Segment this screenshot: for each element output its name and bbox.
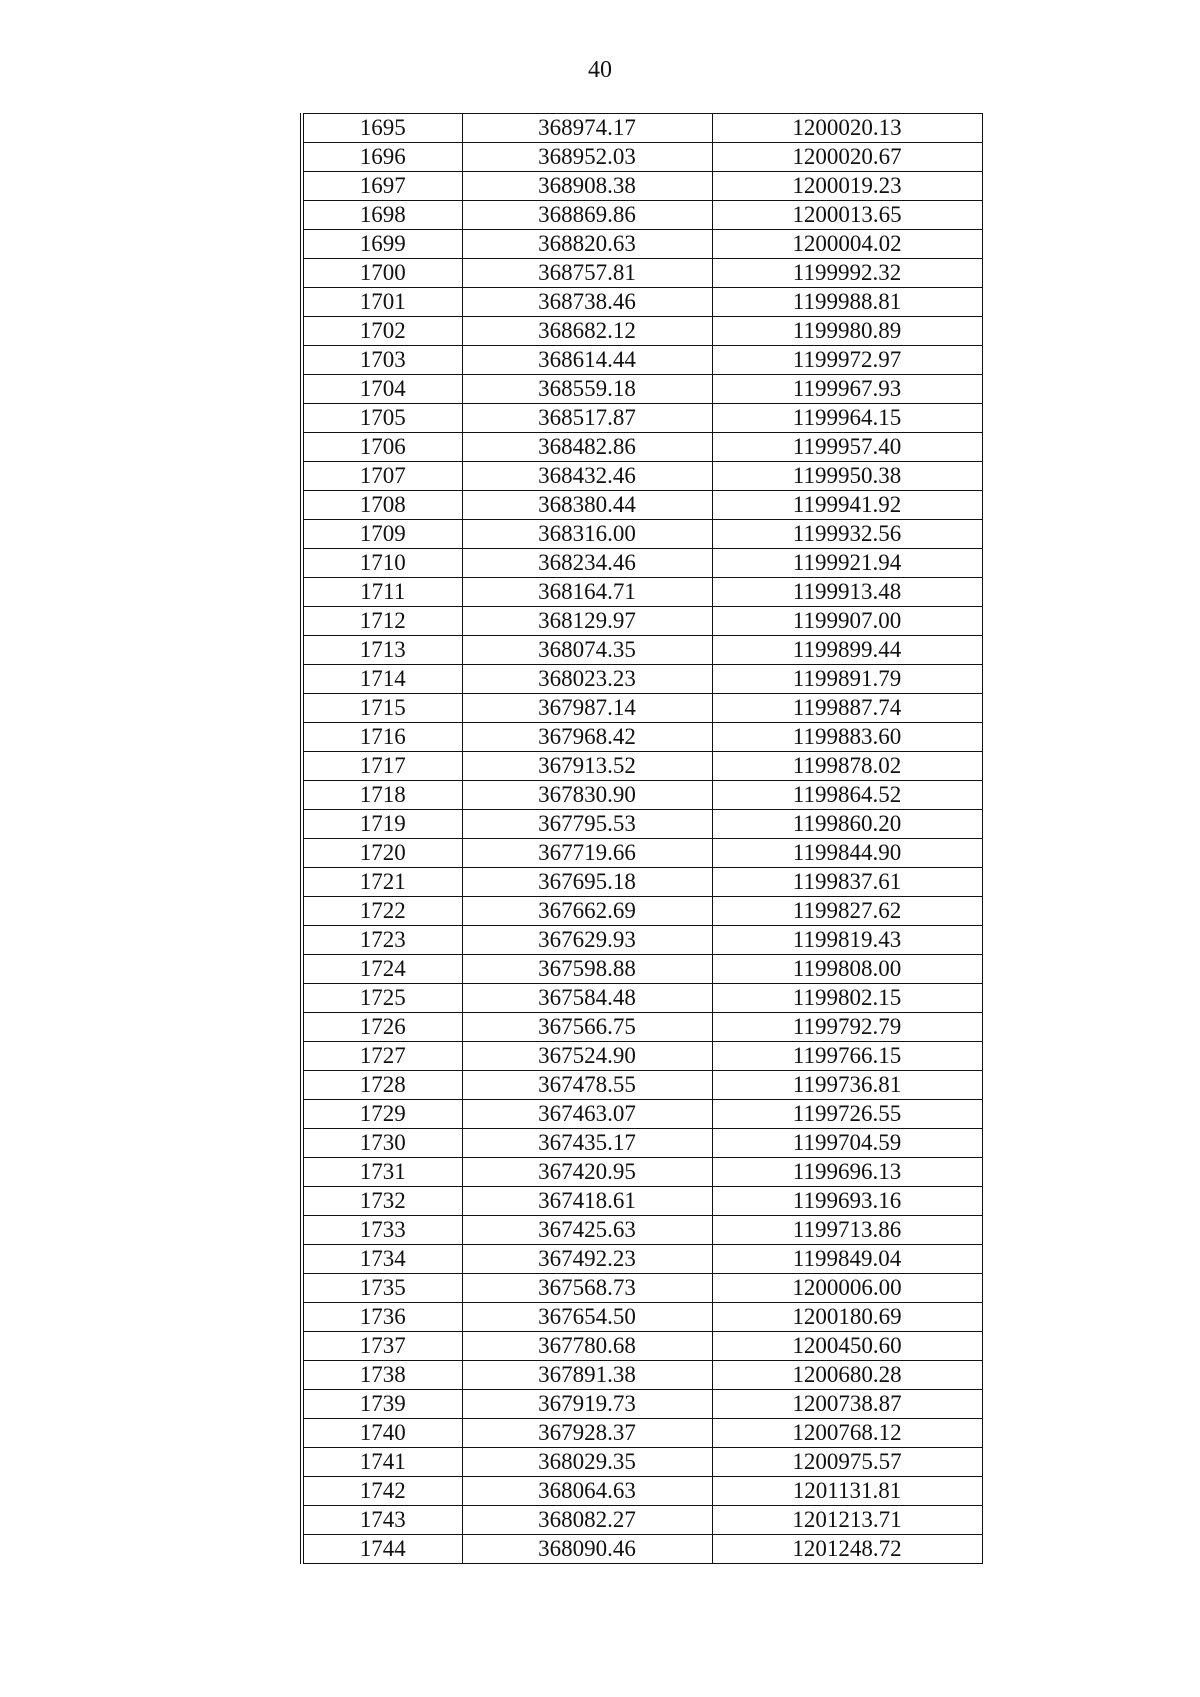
y-coordinate-cell: 1199808.00	[712, 955, 982, 984]
point-number-cell: 1707	[302, 462, 462, 491]
point-number-cell: 1695	[302, 114, 462, 143]
table-row	[302, 520, 982, 549]
point-number-cell: 1736	[302, 1303, 462, 1332]
table-row	[302, 607, 982, 636]
x-coordinate-cell: 367492.23	[462, 1245, 712, 1274]
point-number-cell: 1744	[302, 1535, 462, 1564]
y-coordinate-cell: 1199883.60	[712, 723, 982, 752]
point-number-cell: 1727	[302, 1042, 462, 1071]
y-coordinate-cell: 1200450.60	[712, 1332, 982, 1361]
y-coordinate-cell: 1199972.97	[712, 346, 982, 375]
point-number-cell: 1696	[302, 143, 462, 172]
table-row	[302, 1129, 982, 1158]
table-row	[302, 462, 982, 491]
x-coordinate-cell: 367420.95	[462, 1158, 712, 1187]
point-number-cell: 1726	[302, 1013, 462, 1042]
x-coordinate-cell: 368517.87	[462, 404, 712, 433]
point-number-cell: 1706	[302, 433, 462, 462]
y-coordinate-cell: 1199992.32	[712, 259, 982, 288]
point-number-cell: 1731	[302, 1158, 462, 1187]
point-number-cell: 1703	[302, 346, 462, 375]
y-coordinate-cell: 1199921.94	[712, 549, 982, 578]
x-coordinate-cell: 367463.07	[462, 1100, 712, 1129]
x-coordinate-cell: 367425.63	[462, 1216, 712, 1245]
table-body	[302, 114, 982, 1564]
point-number-cell: 1721	[302, 868, 462, 897]
y-coordinate-cell: 1199964.15	[712, 404, 982, 433]
x-coordinate-cell: 368559.18	[462, 375, 712, 404]
table-row	[302, 723, 982, 752]
point-number-cell: 1737	[302, 1332, 462, 1361]
table-row	[302, 1216, 982, 1245]
table-row	[302, 259, 982, 288]
point-number-cell: 1700	[302, 259, 462, 288]
table-row	[302, 955, 982, 984]
x-coordinate-cell: 367987.14	[462, 694, 712, 723]
y-coordinate-cell: 1200013.65	[712, 201, 982, 230]
y-coordinate-cell: 1200020.13	[712, 114, 982, 143]
table-row	[302, 1158, 982, 1187]
x-coordinate-cell: 367830.90	[462, 781, 712, 810]
point-number-cell: 1741	[302, 1448, 462, 1477]
y-coordinate-cell: 1200975.57	[712, 1448, 982, 1477]
x-coordinate-cell: 367478.55	[462, 1071, 712, 1100]
point-number-cell: 1723	[302, 926, 462, 955]
y-coordinate-cell: 1199941.92	[712, 491, 982, 520]
y-coordinate-cell: 1200006.00	[712, 1274, 982, 1303]
y-coordinate-cell: 1199988.81	[712, 288, 982, 317]
table-row	[302, 1448, 982, 1477]
table-row	[302, 1245, 982, 1274]
point-number-cell: 1711	[302, 578, 462, 607]
x-coordinate-cell: 367524.90	[462, 1042, 712, 1071]
point-number-cell: 1716	[302, 723, 462, 752]
point-number-cell: 1722	[302, 897, 462, 926]
table-row	[302, 868, 982, 897]
y-coordinate-cell: 1199837.61	[712, 868, 982, 897]
y-coordinate-cell: 1200019.23	[712, 172, 982, 201]
x-coordinate-cell: 368820.63	[462, 230, 712, 259]
y-coordinate-cell: 1200004.02	[712, 230, 982, 259]
table-row	[302, 172, 982, 201]
page-number: 40	[588, 57, 612, 83]
table-row	[302, 839, 982, 868]
table-row	[302, 433, 982, 462]
point-number-cell: 1712	[302, 607, 462, 636]
point-number-cell: 1718	[302, 781, 462, 810]
y-coordinate-cell: 1199766.15	[712, 1042, 982, 1071]
x-coordinate-cell: 367928.37	[462, 1419, 712, 1448]
y-coordinate-cell: 1199802.15	[712, 984, 982, 1013]
y-coordinate-cell: 1199967.93	[712, 375, 982, 404]
y-coordinate-cell: 1199849.04	[712, 1245, 982, 1274]
table-row	[302, 1100, 982, 1129]
y-coordinate-cell: 1199696.13	[712, 1158, 982, 1187]
x-coordinate-cell: 368869.86	[462, 201, 712, 230]
table-row	[302, 1013, 982, 1042]
point-number-cell: 1709	[302, 520, 462, 549]
x-coordinate-cell: 368234.46	[462, 549, 712, 578]
x-coordinate-cell: 368064.63	[462, 1477, 712, 1506]
y-coordinate-cell: 1199827.62	[712, 897, 982, 926]
y-coordinate-cell: 1199950.38	[712, 462, 982, 491]
point-number-cell: 1720	[302, 839, 462, 868]
point-number-cell: 1710	[302, 549, 462, 578]
x-coordinate-cell: 367654.50	[462, 1303, 712, 1332]
table-row	[302, 375, 982, 404]
x-coordinate-cell: 368164.71	[462, 578, 712, 607]
x-coordinate-cell: 367919.73	[462, 1390, 712, 1419]
y-coordinate-cell: 1199864.52	[712, 781, 982, 810]
table-row	[302, 1071, 982, 1100]
x-coordinate-cell: 368074.35	[462, 636, 712, 665]
y-coordinate-cell: 1199713.86	[712, 1216, 982, 1245]
y-coordinate-cell: 1200020.67	[712, 143, 982, 172]
coordinate-table	[300, 113, 983, 1564]
y-coordinate-cell: 1199693.16	[712, 1187, 982, 1216]
table-row	[302, 201, 982, 230]
y-coordinate-cell: 1199736.81	[712, 1071, 982, 1100]
x-coordinate-cell: 367913.52	[462, 752, 712, 781]
point-number-cell: 1717	[302, 752, 462, 781]
table-row	[302, 143, 982, 172]
table-row	[302, 1419, 982, 1448]
y-coordinate-cell: 1199913.48	[712, 578, 982, 607]
point-number-cell: 1704	[302, 375, 462, 404]
x-coordinate-cell: 367584.48	[462, 984, 712, 1013]
y-coordinate-cell: 1201213.71	[712, 1506, 982, 1535]
x-coordinate-cell: 367435.17	[462, 1129, 712, 1158]
y-coordinate-cell: 1200180.69	[712, 1303, 982, 1332]
table-row	[302, 114, 982, 143]
x-coordinate-cell: 368090.46	[462, 1535, 712, 1564]
table-row	[302, 1303, 982, 1332]
point-number-cell: 1714	[302, 665, 462, 694]
y-coordinate-cell: 1199899.44	[712, 636, 982, 665]
x-coordinate-cell: 367598.88	[462, 955, 712, 984]
point-number-cell: 1724	[302, 955, 462, 984]
y-coordinate-cell: 1199887.74	[712, 694, 982, 723]
table-row	[302, 810, 982, 839]
x-coordinate-cell: 367719.66	[462, 839, 712, 868]
y-coordinate-cell: 1199891.79	[712, 665, 982, 694]
table-row	[302, 1506, 982, 1535]
point-number-cell: 1734	[302, 1245, 462, 1274]
table-row	[302, 1390, 982, 1419]
table-row	[302, 984, 982, 1013]
point-number-cell: 1729	[302, 1100, 462, 1129]
table-row	[302, 549, 982, 578]
table-row	[302, 1477, 982, 1506]
table-row	[302, 230, 982, 259]
table-row	[302, 346, 982, 375]
point-number-cell: 1725	[302, 984, 462, 1013]
x-coordinate-cell: 367780.68	[462, 1332, 712, 1361]
x-coordinate-cell: 368682.12	[462, 317, 712, 346]
point-number-cell: 1699	[302, 230, 462, 259]
table-row	[302, 926, 982, 955]
point-number-cell: 1705	[302, 404, 462, 433]
x-coordinate-cell: 368129.97	[462, 607, 712, 636]
y-coordinate-cell: 1199792.79	[712, 1013, 982, 1042]
table-row	[302, 1187, 982, 1216]
x-coordinate-cell: 367568.73	[462, 1274, 712, 1303]
x-coordinate-cell: 368974.17	[462, 114, 712, 143]
point-number-cell: 1728	[302, 1071, 462, 1100]
table-row	[302, 1274, 982, 1303]
y-coordinate-cell: 1200768.12	[712, 1419, 982, 1448]
x-coordinate-cell: 367418.61	[462, 1187, 712, 1216]
table-row	[302, 1332, 982, 1361]
x-coordinate-cell: 368380.44	[462, 491, 712, 520]
point-number-cell: 1715	[302, 694, 462, 723]
point-number-cell: 1732	[302, 1187, 462, 1216]
table-row	[302, 665, 982, 694]
x-coordinate-cell: 368952.03	[462, 143, 712, 172]
table-row	[302, 288, 982, 317]
y-coordinate-cell: 1199932.56	[712, 520, 982, 549]
point-number-cell: 1740	[302, 1419, 462, 1448]
point-number-cell: 1702	[302, 317, 462, 346]
x-coordinate-cell: 367662.69	[462, 897, 712, 926]
table-row	[302, 1535, 982, 1564]
x-coordinate-cell: 368482.86	[462, 433, 712, 462]
point-number-cell: 1739	[302, 1390, 462, 1419]
table-row	[302, 897, 982, 926]
y-coordinate-cell: 1199980.89	[712, 317, 982, 346]
table-row	[302, 694, 982, 723]
table-row	[302, 404, 982, 433]
y-coordinate-cell: 1199907.00	[712, 607, 982, 636]
x-coordinate-cell: 367629.93	[462, 926, 712, 955]
point-number-cell: 1708	[302, 491, 462, 520]
x-coordinate-cell: 368738.46	[462, 288, 712, 317]
y-coordinate-cell: 1201131.81	[712, 1477, 982, 1506]
point-number-cell: 1743	[302, 1506, 462, 1535]
x-coordinate-cell: 367891.38	[462, 1361, 712, 1390]
point-number-cell: 1738	[302, 1361, 462, 1390]
point-number-cell: 1713	[302, 636, 462, 665]
x-coordinate-cell: 367566.75	[462, 1013, 712, 1042]
x-coordinate-cell: 368614.44	[462, 346, 712, 375]
table-row	[302, 1361, 982, 1390]
x-coordinate-cell: 368908.38	[462, 172, 712, 201]
point-number-cell: 1698	[302, 201, 462, 230]
table-row	[302, 317, 982, 346]
point-number-cell: 1701	[302, 288, 462, 317]
point-number-cell: 1719	[302, 810, 462, 839]
x-coordinate-cell: 368023.23	[462, 665, 712, 694]
table-row	[302, 578, 982, 607]
x-coordinate-cell: 368316.00	[462, 520, 712, 549]
table-row	[302, 752, 982, 781]
y-coordinate-cell: 1199819.43	[712, 926, 982, 955]
y-coordinate-cell: 1199957.40	[712, 433, 982, 462]
y-coordinate-cell: 1199844.90	[712, 839, 982, 868]
point-number-cell: 1735	[302, 1274, 462, 1303]
x-coordinate-cell: 368082.27	[462, 1506, 712, 1535]
y-coordinate-cell: 1200738.87	[712, 1390, 982, 1419]
y-coordinate-cell: 1199860.20	[712, 810, 982, 839]
x-coordinate-cell: 368432.46	[462, 462, 712, 491]
point-number-cell: 1733	[302, 1216, 462, 1245]
point-number-cell: 1697	[302, 172, 462, 201]
y-coordinate-cell: 1201248.72	[712, 1535, 982, 1564]
y-coordinate-cell: 1199704.59	[712, 1129, 982, 1158]
y-coordinate-cell: 1199726.55	[712, 1100, 982, 1129]
point-number-cell: 1742	[302, 1477, 462, 1506]
point-number-cell: 1730	[302, 1129, 462, 1158]
table-row	[302, 491, 982, 520]
x-coordinate-cell: 367695.18	[462, 868, 712, 897]
y-coordinate-cell: 1200680.28	[712, 1361, 982, 1390]
table-row	[302, 636, 982, 665]
table-row	[302, 1042, 982, 1071]
table-row	[302, 781, 982, 810]
x-coordinate-cell: 368029.35	[462, 1448, 712, 1477]
x-coordinate-cell: 367795.53	[462, 810, 712, 839]
y-coordinate-cell: 1199878.02	[712, 752, 982, 781]
x-coordinate-cell: 368757.81	[462, 259, 712, 288]
x-coordinate-cell: 367968.42	[462, 723, 712, 752]
